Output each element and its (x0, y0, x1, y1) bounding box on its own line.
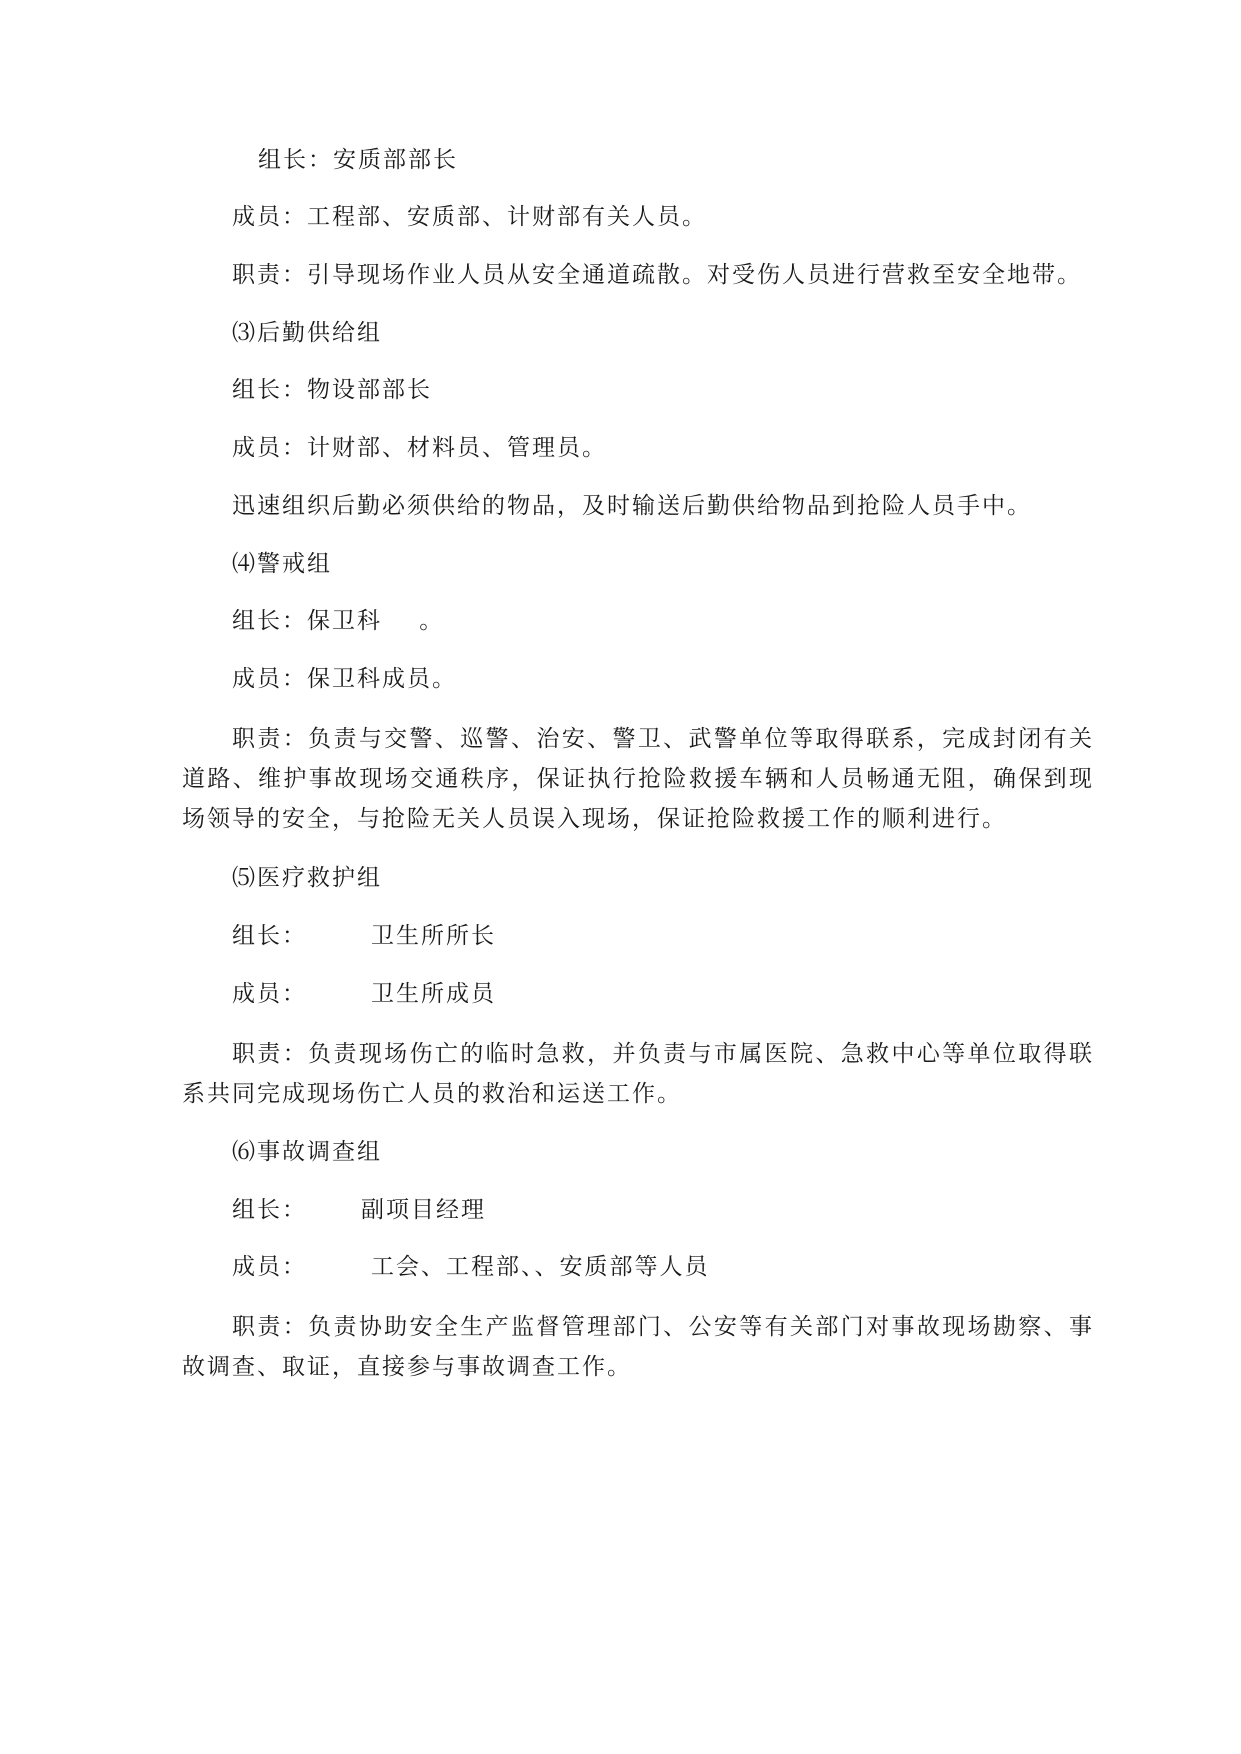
paragraph-medical-leader (182, 918, 1144, 954)
paragraph-logistics-members: 成员：计财部、材料员、管理员。 (232, 435, 607, 461)
field-label: 成员： (232, 981, 307, 1007)
field-label: 组长： (232, 1197, 307, 1223)
section-heading-investigation: ⑹事故调查组 (232, 1139, 382, 1165)
section-heading-medical: ⑸医疗救护组 (232, 865, 382, 891)
paragraph-logistics-leader: 组长：物设部部长 (232, 377, 432, 403)
field-value: 卫生所成员 (371, 981, 496, 1007)
paragraph-medical-members (182, 976, 1144, 1012)
paragraph-group-members: 成员：工程部、安质部、计财部有关人员。 (232, 204, 707, 230)
paragraph-investigation-members (182, 1249, 1144, 1285)
field-label: 组长： (232, 923, 307, 949)
paragraph-security-duty: 职责：负责与交警、巡警、治安、警卫、武警单位等取得联系，完成封闭有关道路、维护事故现场交通秩序，保证执行抢险救援车辆和人员畅通无阻，确保到现场领导的安全，与抢险无关人员误入现场，保证抢险救援工作的顺利进行。 (182, 726, 1094, 832)
paragraph-medical-duty: 职责：负责现场伤亡的临时急救，并负责与市属医院、急救中心等单位取得联系共同完成现场伤亡人员的救治和运送工作。 (182, 1041, 1094, 1107)
field-value: 工会、工程部、、安质部等人员 (371, 1254, 710, 1280)
paragraph-investigation-duty: 职责：负责协助安全生产监督管理部门、公安等有关部门对事故现场勘察、事故调查、取证，直接参与事故调查工作。 (182, 1314, 1094, 1380)
paragraph-security-members: 成员：保卫科成员。 (232, 666, 457, 692)
paragraph-security-leader: 组长：保卫科 。 (232, 608, 445, 634)
section-heading-security: ⑷警戒组 (232, 551, 332, 577)
field-value: 卫生所所长 (371, 923, 496, 949)
field-value: 副项目经理 (361, 1197, 486, 1223)
paragraph-investigation-leader (182, 1192, 1144, 1228)
field-label: 成员： (232, 1254, 307, 1280)
paragraph-logistics-duty: 迅速组织后勤必须供给的物品，及时输送后勤供给物品到抢险人员手中。 (232, 493, 1032, 519)
section-heading-logistics: ⑶后勤供给组 (232, 320, 382, 346)
paragraph-group-leader: 组长：安质部部长 (258, 147, 458, 173)
paragraph-group-duty: 职责：引导现场作业人员从安全通道疏散。对受伤人员进行营救至安全地带。 (232, 262, 1082, 288)
